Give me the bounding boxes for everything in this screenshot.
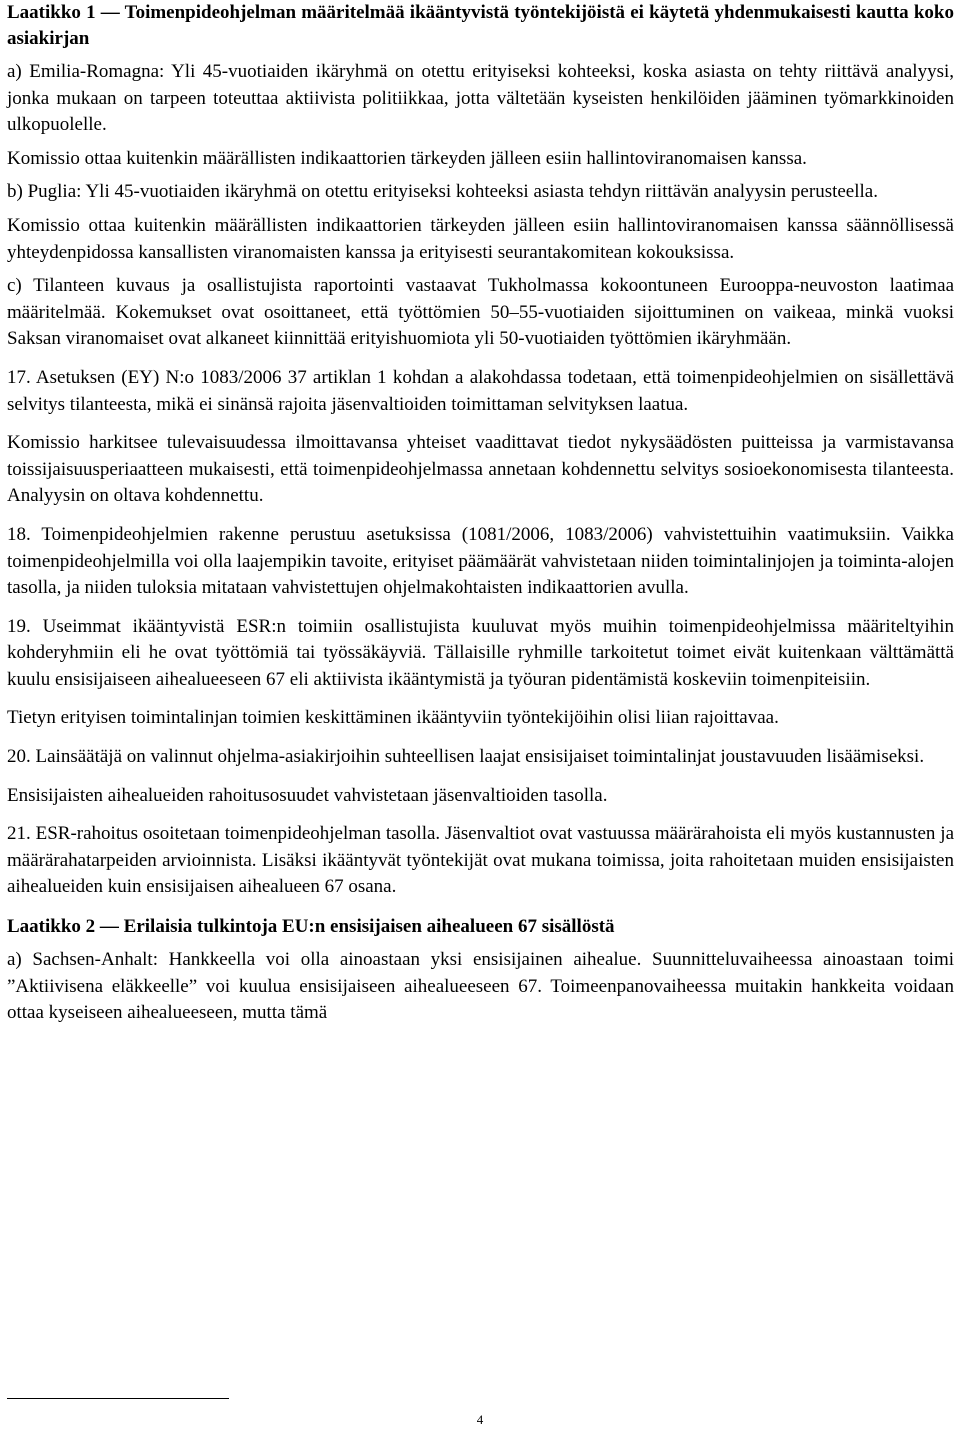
box-1-paragraph-c: c) Tilanteen kuvaus ja osallistujista raportointi vastaavat Tukholmassa kokoontuneen Eurooppa-neuvoston laatimaa määritelmää. Kokemukset ovat osoittaneet, että työttömien 50–55-vuotiaiden sijoittuminen on vaikeaa, minkä vuoksi Saksan viranomaiset ovat alkaneet kiinnittää erityishuomiota yli 50-vuotiaiden työttömien ikäryhmään. (7, 275, 954, 350)
page-number: 4 (476, 1412, 484, 1427)
paragraph-17-commission: Komissio harkitsee tulevaisuudessa ilmoittavansa yhteiset vaadittavat tiedot nykysäädösten puitteissa ja varmistavansa toissijaisuusperiaatteen mukaisesti, että toimenpideohjelmassa annetaan kohdennettu selvitys sosioekonomisesta tilanteesta. Analyysin on oltava kohdennettu. (7, 432, 954, 507)
paragraph-17: 17. Asetuksen (EY) N:o 1083/2006 37 artiklan 1 kohdan a alakohdassa todetaan, että toimenpideohjelmien on sisällettävä selvitys tilanteesta, mikä ei sinänsä rajoita jäsenvaltioiden toimittaman selvityksen laatua. (7, 366, 954, 415)
document-page (7, 0, 954, 1027)
paragraph-18: 18. Toimenpideohjelmien rakenne perustuu asetuksissa (1081/2006, 1083/2006) vahvistettuihin vaatimuksiin. Vaikka toimenpideohjelmilla voi olla laajempikin tavoite, erityiset päämäärät vahvistetaan niiden toimintalinjojen ja toiminta-alojen tasolla, ja niiden tuloksia mitataan vahvistettujen ohjelmakohtaisten indikaattorien avulla. (7, 523, 954, 599)
footer-divider (7, 1398, 229, 1399)
paragraph-20: 20. Lainsäätäjä on valinnut ohjelma-asiakirjoihin suhteellisen laajat ensisijaiset toimintalinjat joustavuuden lisäämiseksi. (7, 746, 925, 768)
box-1-paragraph-b-commission: Komissio ottaa kuitenkin määrällisten indikaattorien tärkeyden jälleen esiin hallintoviranomaisen kanssa säännöllisessä yhteydenpidossa kansallisten viranomaisten kanssa ja erityisesti seurantakomitean kokouksissa. (7, 214, 954, 263)
box-1-paragraph-b: b) Puglia: Yli 45-vuotiaiden ikäryhmä on otettu erityiseksi kohteeksi asiasta tehdyn riittävän analyysin perusteella. (7, 181, 878, 203)
paragraph-20-reply: Ensisijaisten aihealueiden rahoitusosuudet vahvistetaan jäsenvaltioiden tasolla. (7, 784, 608, 806)
box-2-paragraph-a: a) Sachsen-Anhalt: Hankkeella voi olla ainoastaan yksi ensisijainen aihealue. Suunnitteluvaiheessa ainoastaan toimi ”Aktiivisena eläkkeelle” voi kuulua ensisijaiseen aihealueeseen 67. Toimeenpanovaiheessa muitakin hankkeita voidaan ottaa kyseiseen aihealueeseen, mutta tämä (7, 949, 954, 1024)
box-1-title: Laatikko 1 — Toimenpideohjelman määritelmää ikääntyvistä työntekijöistä ei käytetä yhdenmukaisesti kautta koko asiakirjan (7, 2, 954, 49)
paragraph-19-reply: Tietyn erityisen toimintalinjan toimien keskittäminen ikääntyviin työntekijöihin olisi liian rajoittavaa. (7, 707, 779, 729)
box-2-title: Laatikko 2 — Erilaisia tulkintoja EU:n ensisijaisen aihealueen 67 sisällöstä (7, 916, 615, 938)
box-1-paragraph-a-commission: Komissio ottaa kuitenkin määrällisten indikaattorien tärkeyden jälleen esiin hallintoviranomaisen kanssa. (7, 147, 807, 169)
paragraph-19: 19. Useimmat ikääntyvistä ESR:n toimiin osallistujista kuuluvat myös muihin toimenpideohjelmissa määriteltyihin kohderyhmiin eli he ovat työttömiä tai työssäkäyviä. Tällaisille ryhmille tarkoitetut toimet eivät kuitenkaan välttämättä kuulu ensisijaiseen aihealueeseen 67 eli aktiivista ikääntymistä ja työuran pidentämistä koskeviin toimenpiteisiin. (7, 615, 954, 690)
box-1-paragraph-a: a) Emilia-Romagna: Yli 45-vuotiaiden ikäryhmä on otettu erityiseksi kohteeksi, koska asiasta on tehty riittävä analyysi, jonka mukaan on tarpeen toteuttaa aktiivista politiikkaa, jotta vältetään kyseisten henkilöiden jääminen työmarkkinoiden ulkopuolelle. (7, 61, 954, 136)
paragraph-21: 21. ESR-rahoitus osoitetaan toimenpideohjelman tasolla. Jäsenvaltiot ovat vastuussa määrärahoista eli myös kustannusten ja määrärahatarpeiden arvioinnista. Lisäksi ikääntyvät työntekijät ovat mukana toimissa, joita rahoitetaan muiden ensisijaisten aihealueiden kuin ensisijaisen aihealueen 67 osana. (7, 823, 954, 898)
